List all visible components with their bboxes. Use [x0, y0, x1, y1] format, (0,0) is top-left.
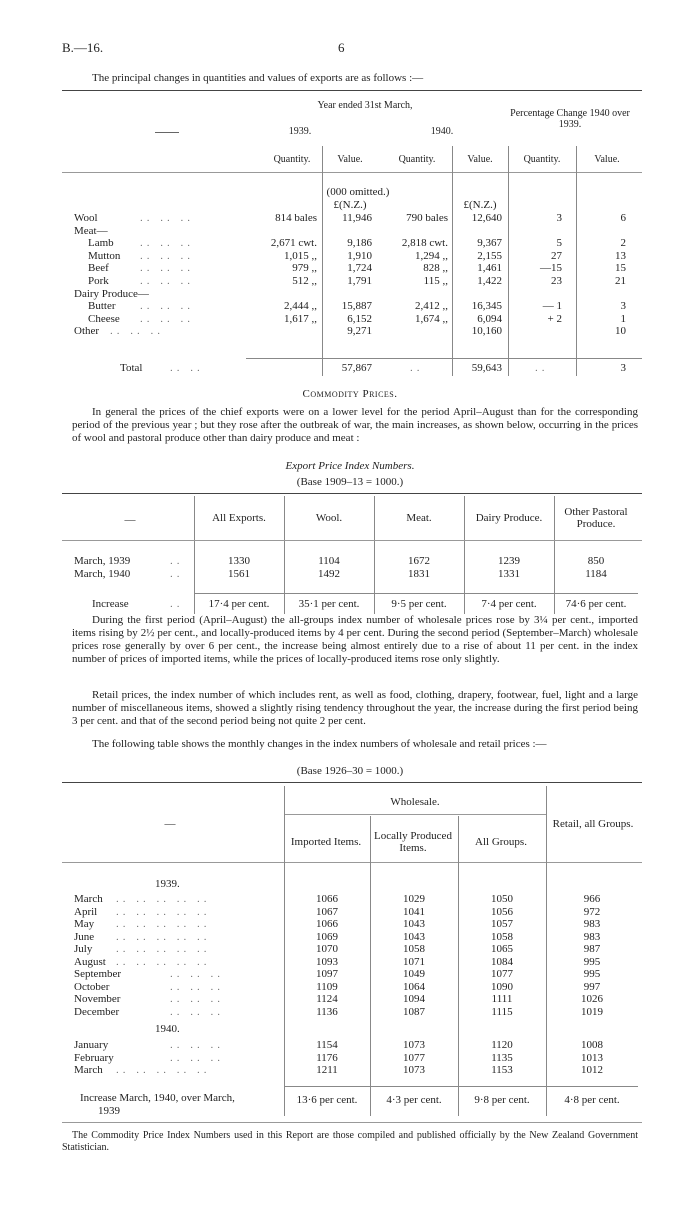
- table1-row-q39: 1,015 ,,: [284, 250, 317, 262]
- table3-cell: 1071: [403, 956, 425, 968]
- table3-cell: 1097: [316, 968, 338, 980]
- table1-row-q39: 979 ,,: [292, 262, 317, 274]
- table3-cell: 997: [583, 981, 601, 993]
- table3-cell: 1109: [316, 981, 338, 993]
- table3-row-dots: .. .. .. .. ..: [116, 931, 211, 943]
- table1-row-label: Beef: [88, 262, 109, 274]
- table2-header-0: All Exports.: [212, 512, 266, 524]
- table2-row-dots: ..: [170, 555, 184, 567]
- table3-cell: 1093: [316, 956, 338, 968]
- table1-row-pq: 23: [551, 275, 562, 287]
- table3-month: June: [74, 931, 95, 943]
- table2-title: Export Price Index Numbers.: [285, 460, 415, 472]
- table1-unit-39: £(N.Z.): [333, 199, 367, 211]
- table1-total-label: Total: [120, 362, 143, 374]
- table2-row-dots: ..: [170, 568, 184, 580]
- table2-cell: 1672: [408, 555, 430, 567]
- table3-cell: 1056: [491, 906, 513, 918]
- table1-row-pq: —15: [540, 262, 562, 274]
- table3-increase-cell: 9·8 per cent.: [474, 1094, 530, 1106]
- table3-cell: 1084: [491, 956, 513, 968]
- table1-row-dots: .. .. ..: [110, 325, 164, 337]
- table3-cell: 1070: [316, 943, 338, 955]
- table3-cell: 1043: [403, 918, 425, 930]
- table1-header-rule: [62, 172, 642, 173]
- table2-header-1: Wool.: [315, 512, 343, 524]
- table2-dash: —: [124, 514, 136, 526]
- table3-increase-rule: [284, 1086, 638, 1087]
- table3-row-dots: .. .. .. .. ..: [116, 943, 211, 955]
- table3-h-local: Locally Produced Items.: [374, 830, 452, 854]
- table2-header-4: Other Pastoral Produce.: [564, 506, 628, 530]
- table3-cell: 1153: [491, 1064, 513, 1076]
- table3-month: November: [74, 993, 121, 1005]
- report-code: B.—16.: [62, 40, 104, 55]
- table1-row-pq: 27: [551, 250, 562, 262]
- table1-pct-header: Percentage Change 1940 over 1939.: [510, 108, 630, 130]
- footnote: The Commodity Price Index Numbers used in this Report are those compiled and published officially by the New Zealand Government Statistician.: [62, 1130, 638, 1153]
- table1-row-q40: 1,674 ,,: [415, 313, 448, 325]
- table3-cell: 1124: [316, 993, 338, 1005]
- table3-cell: 1058: [403, 943, 425, 955]
- table3-cell: 1087: [403, 1006, 425, 1018]
- table3-month: December: [74, 1006, 120, 1018]
- table1-row-v40: 6,094: [477, 313, 502, 325]
- table1-total-rule: [246, 358, 642, 359]
- table3-cell: 995: [583, 968, 601, 980]
- table1-row-dots: .. .. ..: [140, 212, 194, 224]
- table1-row-dots: .. .. ..: [140, 313, 194, 325]
- table3-increase-cell: 4·8 per cent.: [564, 1094, 620, 1106]
- table1-row-label: Mutton: [88, 250, 121, 262]
- table3-month: March: [74, 893, 103, 905]
- table1-col-val-40: Value.: [467, 154, 493, 165]
- table3-top-rule: [62, 782, 642, 783]
- table2-row-label: March, 1939: [74, 555, 131, 567]
- table1-row-pv: 21: [615, 275, 626, 287]
- table3-dash: —: [164, 818, 176, 830]
- table3-row-dots: .. .. ..: [170, 1006, 224, 1018]
- table2-cell: 1831: [408, 568, 430, 580]
- table3-increase-cell: 4·3 per cent.: [386, 1094, 442, 1106]
- paragraph-4: The following table shows the monthly changes in the index numbers of wholesale and retail prices :—: [92, 738, 547, 750]
- table2-top-rule: [62, 493, 642, 494]
- table3-cell: 1013: [581, 1052, 603, 1064]
- table1-row-label: Dairy Produce—: [74, 288, 149, 300]
- table1-row-pv: 6: [620, 212, 626, 224]
- table1-row-q40: 1,294 ,,: [415, 250, 448, 262]
- table3-cell: 1019: [581, 1006, 603, 1018]
- table3-row-dots: .. .. ..: [170, 981, 224, 993]
- table3-cell: 1111: [491, 993, 513, 1005]
- table2-cell: 850: [587, 555, 605, 567]
- table2-increase-cell: 35·1 per cent.: [298, 598, 360, 610]
- table2-base: (Base 1909–13 = 1000.): [296, 476, 404, 488]
- table1-total-v40: 59,643: [471, 362, 502, 374]
- table1-row-q40: 2,818 cwt.: [401, 237, 448, 249]
- table3-month: October: [74, 981, 110, 993]
- table1-dash: [155, 132, 179, 133]
- paragraph-2: During the first period (April–August) the all-groups index number of wholesale prices rose by 3¼ per cent., imported items rising by 2½ per cent., and locally-produced items by 4 per cent. During the second period (September–March) wholesale prices rose generally by over 6 per cent., the increase being almost entirely due to a rise of about 11 per cent. in the index number of prices of imported items, while the prices of locally-produced items rose only slightly.: [72, 614, 638, 665]
- table3-cell: 1008: [581, 1039, 603, 1051]
- table1-row-v39: 9,186: [347, 237, 372, 249]
- table3-cell: 1115: [491, 1006, 513, 1018]
- table1-row-v40: 1,461: [477, 262, 502, 274]
- table3-h-all: All Groups.: [475, 836, 527, 848]
- table1-col-qty-40: Quantity.: [398, 154, 436, 165]
- intro-text: The principal changes in quantities and values of exports are as follows :—: [92, 72, 424, 84]
- table1-top-rule: [62, 90, 642, 91]
- table1-row-v40: 2,155: [477, 250, 502, 262]
- table3-cell: 983: [583, 918, 601, 930]
- table3-cell: 1043: [403, 931, 425, 943]
- table1-total-dots: .. ..: [170, 362, 204, 374]
- table3-cell: 1094: [403, 993, 425, 1005]
- table1-row-label: Meat—: [74, 225, 108, 237]
- table3-cell: 1176: [316, 1052, 338, 1064]
- table3-cell: 966: [583, 893, 601, 905]
- table1-row-q39: 2,444 ,,: [284, 300, 317, 312]
- table1-row-v39: 11,946: [342, 212, 372, 224]
- table3-cell: 1135: [491, 1052, 513, 1064]
- table3-month: January: [74, 1039, 109, 1051]
- table3-cell: 1120: [491, 1039, 513, 1051]
- table2-increase-label: Increase: [92, 598, 129, 610]
- table1-row-pv: 2: [620, 237, 626, 249]
- table3-cell: 1012: [581, 1064, 603, 1076]
- table2-increase-cell: 17·4 per cent.: [208, 598, 270, 610]
- table1-row-label: Wool: [74, 212, 98, 224]
- table2-header-3: Dairy Produce.: [475, 512, 543, 524]
- table1-row-q39: 814 bales: [275, 212, 317, 224]
- table3-cell: 1029: [403, 893, 425, 905]
- table1-row-pv: 10: [615, 325, 626, 337]
- table3-bottom-rule: [62, 1122, 642, 1123]
- page-number: 6: [338, 40, 345, 55]
- table3-cell: 1067: [316, 906, 338, 918]
- table3-cell: 1066: [316, 893, 338, 905]
- table1-row-pv: 1: [620, 313, 626, 325]
- table1-row-v40: 16,345: [471, 300, 502, 312]
- table1-row-v39: 9,271: [347, 325, 372, 337]
- table2-cell: 1331: [498, 568, 520, 580]
- table3-cell: 1073: [403, 1064, 425, 1076]
- paragraph-3: Retail prices, the index number of which includes rent, as well as food, clothing, drapery, footwear, fuel, light and a large number of miscellaneous items, showed a slightly rising tendency throughout the year, the increase during the first period being 3 per cent. and that of the second period being not quite 2 per cent.: [72, 689, 638, 727]
- table2-cell: 1104: [318, 555, 340, 567]
- table2-increase-cell: 9·5 per cent.: [391, 598, 447, 610]
- table1-row-pq: + 2: [547, 313, 562, 325]
- table1-total-pv: 3: [620, 362, 626, 374]
- table1-row-dots: .. .. ..: [140, 250, 194, 262]
- table3-cell: 1065: [491, 943, 513, 955]
- table1-row-v40: 10,160: [471, 325, 502, 337]
- table1-year-1939: 1939.: [288, 126, 312, 137]
- table1-row-dots: .. .. ..: [140, 275, 194, 287]
- table1-row-label: Cheese: [88, 313, 120, 325]
- table1-year-1940: 1940.: [430, 126, 454, 137]
- table3-row-dots: .. .. ..: [170, 968, 224, 980]
- table3-month: May: [74, 918, 95, 930]
- table3-retail-header: Retail, all Groups.: [552, 818, 634, 830]
- table1-row-dots: .. .. ..: [140, 262, 194, 274]
- table3-month: April: [74, 906, 98, 918]
- table3-cell: 1066: [316, 918, 338, 930]
- table3-row-dots: .. .. .. .. ..: [116, 893, 211, 905]
- table3-month: February: [74, 1052, 114, 1064]
- table1-row-v39: 6,152: [347, 313, 372, 325]
- table3-cell: 1136: [316, 1006, 338, 1018]
- table2-cell: 1492: [318, 568, 340, 580]
- table1-row-pq: 5: [556, 237, 562, 249]
- table1-row-dots: .. .. ..: [140, 300, 194, 312]
- table3-cell: 972: [583, 906, 601, 918]
- table3-increase-cell: 13·6 per cent.: [296, 1094, 358, 1106]
- table3-month: March: [74, 1064, 103, 1076]
- table2-increase-dots: ..: [170, 598, 184, 610]
- table1-row-v40: 1,422: [477, 275, 502, 287]
- table3-base: (Base 1926–30 = 1000.): [296, 765, 404, 777]
- table3-cell: 1077: [491, 968, 513, 980]
- table2-increase-cell: 7·4 per cent.: [481, 598, 537, 610]
- table3-cell: 995: [583, 956, 601, 968]
- table3-cell: 1154: [316, 1039, 338, 1051]
- table2-cell: 1239: [498, 555, 520, 567]
- table2-header-rule: [62, 540, 642, 541]
- table1-row-q39: 2,671 cwt.: [270, 237, 317, 249]
- table2-increase-cell: 74·6 per cent.: [565, 598, 627, 610]
- table3-row-dots: .. .. .. .. ..: [116, 956, 211, 968]
- table3-month: September: [74, 968, 122, 980]
- table1-row-pq: 3: [556, 212, 562, 224]
- table3-row-dots: .. .. .. .. ..: [116, 918, 211, 930]
- table1-col-qty-39: Quantity.: [273, 154, 311, 165]
- table1-row-label: Pork: [88, 275, 109, 287]
- table1-row-v39: 1,910: [347, 250, 372, 262]
- table3-cell: 1050: [491, 893, 513, 905]
- table3-cell: 1073: [403, 1039, 425, 1051]
- table1-row-q40: 2,412 ,,: [415, 300, 448, 312]
- table1-row-v39: 15,887: [341, 300, 372, 312]
- table1-total-dots-40: ..: [410, 362, 424, 374]
- table3-cell: 987: [583, 943, 601, 955]
- table1-row-pv: 15: [615, 262, 626, 274]
- table1-row-q40: 790 bales: [406, 212, 448, 224]
- table1-row-v40: 12,640: [471, 212, 502, 224]
- table3-wholesale-header: Wholesale.: [390, 796, 440, 808]
- table1-total-v39: 57,867: [341, 362, 372, 374]
- table3-year-1939: 1939.: [155, 878, 180, 890]
- table3-cell: 1090: [491, 981, 513, 993]
- table3-cell: 983: [583, 931, 601, 943]
- table3-year-1940: 1940.: [155, 1023, 180, 1035]
- table3-cell: 1041: [403, 906, 425, 918]
- table3-increase-label-2: 1939: [98, 1105, 120, 1117]
- table1-row-label: Butter: [88, 300, 116, 312]
- table3-row-dots: .. .. ..: [170, 993, 224, 1005]
- table1-year-header: Year ended 31st March,: [317, 100, 413, 111]
- table1-omitted: (000 omitted.): [326, 186, 390, 198]
- table3-row-dots: .. .. .. .. ..: [116, 906, 211, 918]
- table3-cell: 1211: [316, 1064, 338, 1076]
- table3-header-rule: [62, 862, 642, 863]
- table3-cell: 1077: [403, 1052, 425, 1064]
- table3-h-imported: Imported Items.: [290, 836, 362, 848]
- table1-col-qty-pct: Quantity.: [523, 154, 561, 165]
- table3-row-dots: .. .. ..: [170, 1039, 224, 1051]
- table1-row-label: Other: [74, 325, 100, 337]
- table1-row-q39: 512 ,,: [292, 275, 317, 287]
- table1-row-q40: 115 ,,: [423, 275, 448, 287]
- table1-row-label: Lamb: [88, 237, 114, 249]
- table3-cell: 1058: [491, 931, 513, 943]
- table3-row-dots: .. .. ..: [170, 1052, 224, 1064]
- table3-cell: 1026: [581, 993, 603, 1005]
- table1-row-pv: 3: [620, 300, 626, 312]
- table1-unit-40: £(N.Z.): [463, 199, 497, 211]
- table2-row-label: March, 1940: [74, 568, 131, 580]
- table1-total-dots-pq: ..: [535, 362, 549, 374]
- table3-month: July: [74, 943, 93, 955]
- table3-wholesale-rule: [284, 814, 546, 815]
- table1-row-v39: 1,791: [347, 275, 372, 287]
- table3-month: August: [74, 956, 106, 968]
- table2-increase-rule: [194, 593, 638, 594]
- table3-cell: 1057: [491, 918, 513, 930]
- table1-row-q39: 1,617 ,,: [284, 313, 317, 325]
- table1-row-q40: 828 ,,: [423, 262, 448, 274]
- table3-increase-label-1: Increase March, 1940, over March,: [80, 1092, 235, 1104]
- table1-row-pq: — 1: [542, 300, 562, 312]
- table3-cell: 1069: [316, 931, 338, 943]
- table1-col-val-pct: Value.: [594, 154, 620, 165]
- table1-row-v40: 9,367: [477, 237, 502, 249]
- table2-cell: 1330: [228, 555, 250, 567]
- table1-row-dots: .. .. ..: [140, 237, 194, 249]
- table2-cell: 1561: [228, 568, 250, 580]
- table3-row-dots: .. .. .. .. ..: [116, 1064, 211, 1076]
- table3-cell: 1064: [403, 981, 425, 993]
- table1-row-v39: 1,724: [347, 262, 372, 274]
- table2-cell: 1184: [585, 568, 607, 580]
- table1-row-pv: 13: [615, 250, 626, 262]
- table1-col-val-39: Value.: [337, 154, 363, 165]
- table3-cell: 1049: [403, 968, 425, 980]
- table2-header-2: Meat.: [406, 512, 432, 524]
- paragraph-1: In general the prices of the chief exports were on a lower level for the period April–August than for the corresponding period of the previous year ; but they rose after the outbreak of war, the main increases, as shown below, occurring in the prices of wool and pastoral produce other than dairy produce and meat :: [72, 406, 638, 444]
- commodity-prices-heading: Commodity Prices.: [302, 388, 398, 400]
